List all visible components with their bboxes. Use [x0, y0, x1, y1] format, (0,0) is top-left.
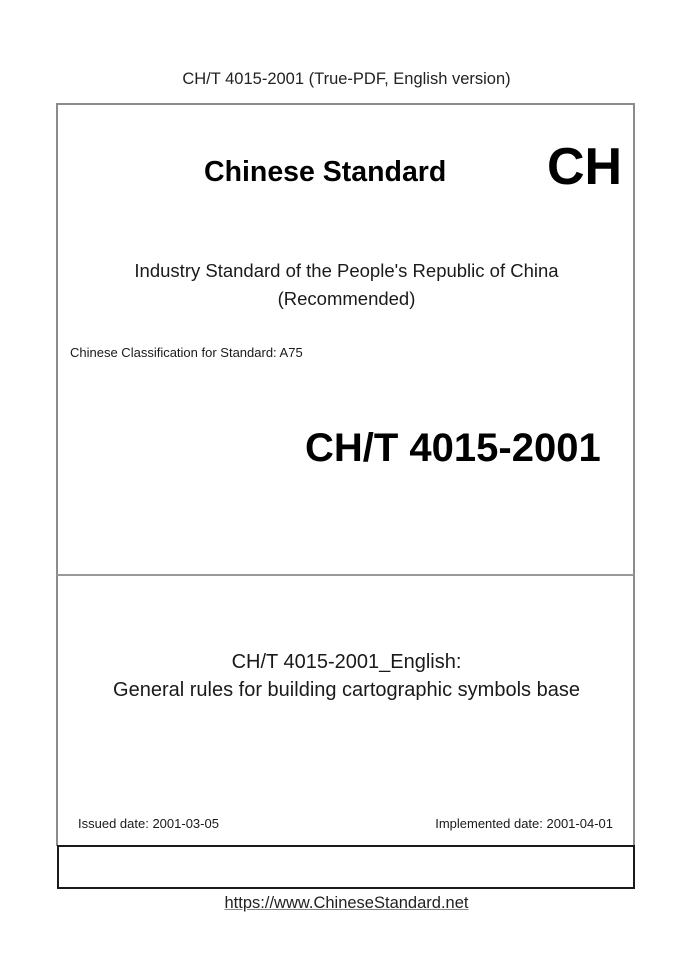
website-link[interactable]: https://www.ChineseStandard.net [224, 894, 469, 912]
cover-subtitle: Industry Standard of the People's Republic of China [134, 260, 559, 281]
cover-title: Chinese Standard [204, 156, 447, 188]
standard-code-badge: CH [547, 138, 623, 196]
classification-label: Chinese Classification for Standard: A75 [70, 345, 303, 360]
document-title-code: CH/T 4015-2001_English: [231, 651, 462, 673]
page-header: CH/T 4015-2001 (True-PDF, English version) [182, 70, 511, 88]
standard-number: CH/T 4015-2001 [305, 426, 601, 470]
issued-date: Issued date: 2001-03-05 [78, 816, 219, 831]
implemented-date: Implemented date: 2001-04-01 [435, 816, 613, 831]
footer-link-container [0, 892, 693, 914]
cover-frame-bottom [56, 574, 635, 846]
cover-subtitle-recommended: (Recommended) [277, 288, 416, 309]
footer-box [57, 845, 635, 889]
document-title: General rules for building cartographic symbols base [113, 679, 580, 701]
